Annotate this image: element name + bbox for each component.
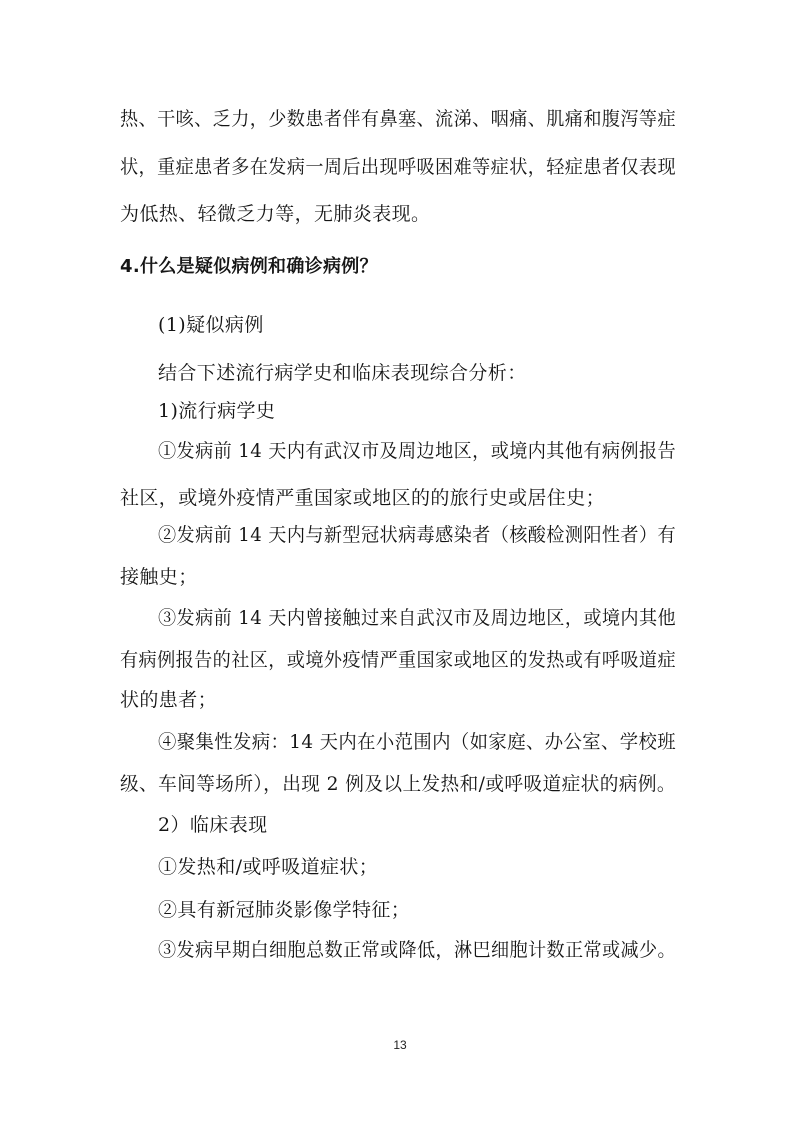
section-heading: 4.什么是疑似病例和确诊病例？ [120,256,378,277]
epidemiology-item-3-line-3: 状的患者； [120,689,218,711]
clinical-item-3: ③发病早期白细胞总数正常或降低，淋巴细胞计数正常或减少。 [158,939,676,961]
epidemiology-item-3-line-2: 有病例报告的社区，或境外疫情严重国家或地区的发热或有呼吸道症 [120,649,676,671]
page-number: 13 [393,1038,407,1052]
epidemiology-item-4-line-1: ④聚集性发病：14 天内在小范围内（如家庭、办公室、学校班 [158,731,676,753]
epidemiology-title: 1)流行病学史 [158,400,276,422]
epidemiology-item-2-line-1: ②发病前 14 天内与新型冠状病毒感染者（核酸检测阳性者）有 [158,524,677,546]
epidemiology-item-2-line-2: 接触史； [120,566,198,588]
epidemiology-item-4-line-2: 级、车间等场所），出现 2 例及以上发热和/或呼吸道症状的病例。 [120,773,676,795]
epidemiology-item-1-line-1: ①发病前 14 天内有武汉市及周边地区，或境内其他有病例报告 [158,440,677,462]
clinical-item-2: ②具有新冠肺炎影像学特征； [158,899,411,921]
subsection-suspected-title: (1)疑似病例 [158,314,264,336]
paragraph-symptoms-line-1: 热、干咳、乏力，少数患者伴有鼻塞、流涕、咽痛、肌痛和腹泻等症 [120,108,676,130]
clinical-title: 2）临床表现 [158,814,268,836]
epidemiology-item-1-line-2: 社区，或境外疫情严重国家或地区的的旅行史或居住史； [120,487,606,509]
intro-text: 结合下述流行病学史和临床表现综合分析： [158,362,527,384]
paragraph-symptoms-line-3: 为低热、轻微乏力等，无肺炎表现。 [120,203,431,225]
clinical-item-1: ①发热和/或呼吸道症状； [158,856,379,878]
paragraph-symptoms-line-2: 状，重症患者多在发病一周后出现呼吸困难等症状，轻症患者仅表现 [120,156,676,178]
epidemiology-item-3-line-1: ③发病前 14 天内曾接触过来自武汉市及周边地区，或境内其他 [158,607,677,629]
